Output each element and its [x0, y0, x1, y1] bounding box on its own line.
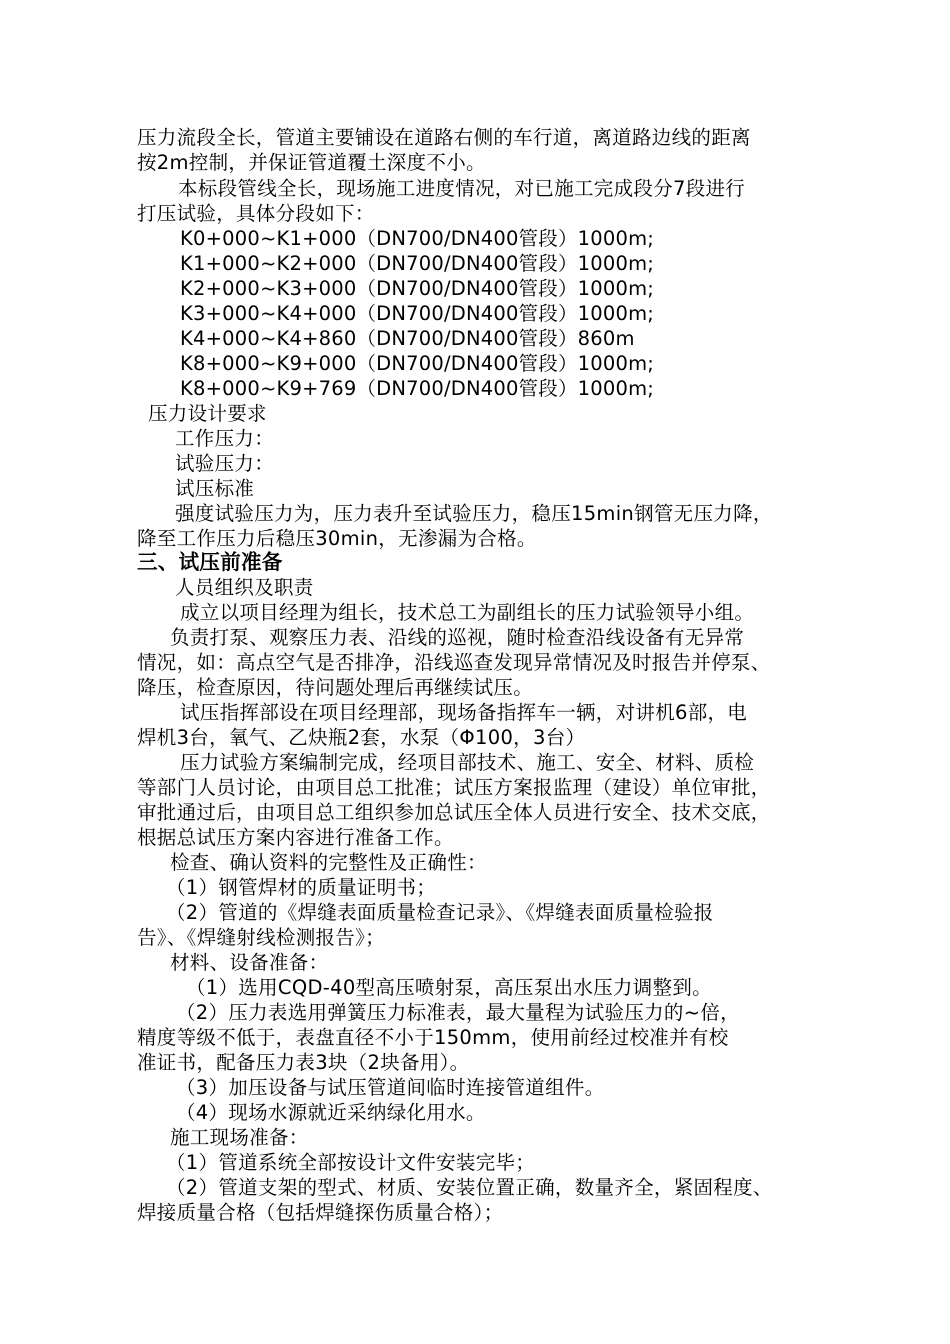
paragraph-line: 根据总试压方案内容进行准备工作。	[137, 826, 454, 849]
paragraph-line: 成立以项目经理为组长，技术总工为副组长的压力试验领导小组。	[180, 601, 755, 624]
list-item: （2）管道支架的型式、材质、安装位置正确，数量齐全，紧固程度、	[166, 1176, 773, 1199]
list-item: （2）管道的《焊缝表面质量检查记录》、《焊缝表面质量检验报	[166, 901, 714, 924]
paragraph-line: 降压，检查原因，待问题处理后再继续试压。	[137, 676, 534, 699]
segment-item: K2+000~K3+000（DN700/DN400管段）1000m;	[180, 277, 655, 300]
list-item: （1）钢管焊材的质量证明书；	[166, 876, 437, 899]
subsection-title: 材料、设备准备：	[170, 951, 329, 974]
paragraph-line: 负责打泵、观察压力表、沿线的巡视，随时检查沿线设备有无异常	[170, 626, 745, 649]
section-heading: 三、试压前准备	[137, 550, 283, 574]
paragraph-line: 工作压力：	[175, 427, 275, 450]
subsection-title: 施工现场准备：	[170, 1126, 309, 1149]
segment-item: K8+000~K9+769（DN700/DN400管段）1000m;	[180, 377, 655, 400]
segment-item: K3+000~K4+000（DN700/DN400管段）1000m;	[180, 302, 655, 325]
list-item: 焊接质量合格（包括焊缝探伤质量合格）；	[137, 1201, 504, 1224]
paragraph-line: 试验压力：	[175, 452, 275, 475]
subsection-title: 检查、确认资料的完整性及正确性：	[170, 851, 487, 874]
paragraph-line: 强度试验压力为，压力表升至试验压力，稳压15min钢管无压力降，	[175, 502, 773, 525]
paragraph-line: 试压指挥部设在项目经理部，现场备指挥车一辆，对讲机6部，电	[180, 701, 748, 724]
list-item: 精度等级不低于，表盘直径不小于150mm，使用前经过校准并有校	[137, 1026, 729, 1049]
paragraph-line: 按2m控制，并保证管道覆土深度不小。	[137, 151, 486, 174]
segment-item: K0+000~K1+000（DN700/DN400管段）1000m;	[180, 227, 655, 250]
list-item: （3）加压设备与试压管道间临时连接管道组件。	[176, 1076, 605, 1099]
paragraph-line: 压力流段全长，管道主要铺设在道路右侧的车行道，离道路边线的距离	[137, 126, 751, 149]
list-item: （1）选用CQD-40型高压喷射泵，高压泵出水压力调整到。	[186, 976, 712, 999]
paragraph-line: 焊机3台，氧气、乙炔瓶2套，水泵（Φ100，3台）	[137, 726, 586, 749]
paragraph-line: 压力试验方案编制完成，经项目部技术、施工、安全、材料、质检	[180, 751, 755, 774]
segment-item: K4+000~K4+860（DN700/DN400管段）860m	[180, 327, 635, 350]
paragraph-line: 情况，如：高点空气是否排净，沿线巡查发现异常情况及时报告并停泵、	[137, 651, 771, 674]
list-item: （2）压力表选用弹簧压力标准表，最大量程为试验压力的~倍，	[176, 1001, 740, 1024]
list-item: 准证书，配备压力表3块（2块备用）。	[137, 1051, 470, 1074]
list-item: （4）现场水源就近采纳绿化用水。	[176, 1101, 486, 1124]
paragraph-line: 审批通过后，由项目总工组织参加总试压全体人员进行安全、技术交底，	[137, 801, 771, 824]
paragraph-line: 本标段管线全长，现场施工进度情况，对已施工完成段分7段进行	[178, 177, 746, 200]
paragraph-line: 降至工作压力后稳压30min，无渗漏为合格。	[137, 527, 537, 550]
subsection-title: 人员组织及职责	[175, 576, 314, 599]
paragraph-line: 等部门人员讨论，由项目总工批准；试压方案报监理（建设）单位审批，	[137, 776, 771, 799]
subsection-title: 压力设计要求	[148, 402, 267, 425]
segment-item: K1+000~K2+000（DN700/DN400管段）1000m;	[180, 252, 655, 275]
paragraph-line: 打压试验，具体分段如下：	[137, 202, 375, 225]
segment-item: K8+000~K9+000（DN700/DN400管段）1000m;	[180, 352, 655, 375]
list-item: 告》、《焊缝射线检测报告》；	[137, 926, 385, 949]
list-item: （1）管道系统全部按设计文件安装完毕；	[166, 1151, 536, 1174]
subsection-title: 试压标准	[175, 477, 255, 500]
